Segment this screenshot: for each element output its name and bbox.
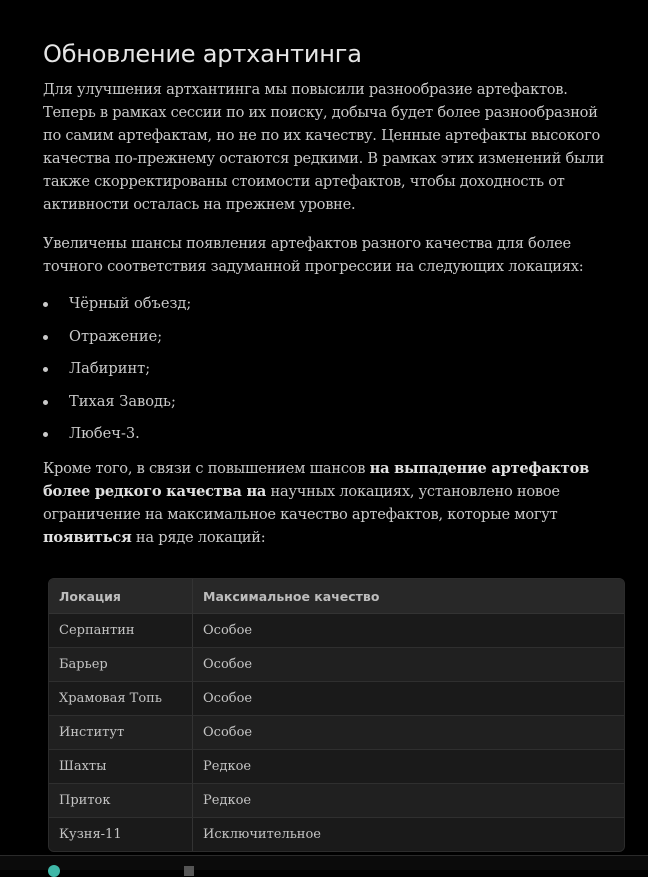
location-cell: Храмовая Топь: [49, 682, 193, 716]
bullet-icon: [43, 432, 48, 437]
limit-paragraph: Кроме того, в связи с повышением шансов на выпадение артефактов более редкого качества на научных локациях, установлено новое ограничение на максимальное качество артефактов, которые могут появиться на ряде локаций:: [43, 459, 589, 546]
bullet-icon: [43, 400, 48, 405]
avatar[interactable]: [48, 865, 60, 877]
bullet-icon: [43, 367, 48, 372]
list-item: Отражение;: [43, 327, 618, 347]
table-row: [49, 784, 624, 818]
list-item: Лабиринт;: [43, 359, 618, 379]
table-row: [49, 716, 624, 750]
locations-intro-paragraph: Увеличены шансы появления артефактов разного качества для более точного соответствия задуманной прогрессии на следующих локациях:: [43, 235, 584, 275]
table-row: [49, 614, 624, 648]
quality-cell: Особое: [193, 614, 625, 648]
column-header-location: Локация: [49, 579, 193, 614]
quality-cell: Редкое: [193, 784, 625, 818]
intro-paragraph: Для улучшения артхантинга мы повысили разнообразие артефактов. Теперь в рамках сессии по их поиску, добыча будет более разнообразной по самим артефактам, но не по их качеству. Ценные артефакты высокого качества по-прежнему остаются редкими. В рамках этих изменений были также скорректированы стоимости артефактов, чтобы доходность от активности осталась на прежнем уровне.: [43, 81, 604, 213]
bottom-bar: [0, 855, 648, 870]
table-row: [49, 648, 624, 682]
table-row: [49, 818, 624, 852]
quality-cell: Особое: [193, 682, 625, 716]
table-row: [49, 682, 624, 716]
bullet-icon: [43, 335, 48, 340]
article: [43, 38, 618, 565]
list-item: Тихая Заводь;: [43, 392, 618, 412]
list-item: Любеч-3.: [43, 424, 618, 444]
location-cell: Приток: [49, 784, 193, 818]
quality-table: [48, 578, 625, 852]
list-item: Чёрный объезд;: [43, 294, 618, 314]
quality-cell: Редкое: [193, 750, 625, 784]
column-header-max-quality: Максимальное качество: [193, 579, 625, 614]
locations-list: [43, 294, 618, 444]
location-cell: Шахты: [49, 750, 193, 784]
bullet-icon: [43, 302, 48, 307]
table-header-row: [49, 579, 624, 614]
location-cell: Серпантин: [49, 614, 193, 648]
article-title: Обновление артхантинга: [43, 40, 362, 68]
quality-cell: Исключительное: [193, 818, 625, 852]
location-cell: Барьер: [49, 648, 193, 682]
quality-cell: Особое: [193, 716, 625, 750]
location-cell: Кузня-11: [49, 818, 193, 852]
footer-icon[interactable]: [184, 866, 194, 876]
table-row: [49, 750, 624, 784]
quality-cell: Особое: [193, 648, 625, 682]
location-cell: Институт: [49, 716, 193, 750]
